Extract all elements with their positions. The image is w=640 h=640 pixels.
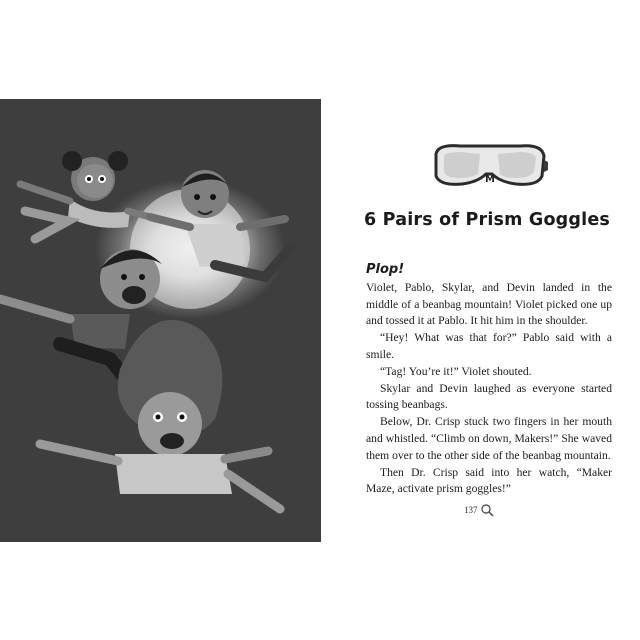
magnifier-icon — [480, 503, 494, 517]
kid-pigtails — [20, 151, 150, 239]
paragraph-4: Skylar and Devin laughed as everyone started tossing beanbags. — [366, 381, 612, 412]
chapter-opener: Plop! — [366, 262, 405, 277]
paragraph-2: “Hey! What was that for?” Pablo said with a smile. — [366, 331, 612, 361]
illustration-kids-falling — [0, 99, 321, 542]
paragraph-3: “Tag! You’re it!” Violet shouted. — [380, 364, 532, 378]
page-number: 137 — [464, 505, 478, 515]
goggles-label: M — [485, 174, 495, 185]
illustration-art — [0, 99, 321, 542]
chapter-body — [366, 262, 612, 498]
paragraph-1: Violet, Pablo, Skylar, and Devin landed in the middle of a beanbag mountain! Violet picked one up and tossed it at Pablo. It hit him in the shoulder. — [366, 280, 612, 328]
chapter-title: 6 Pairs of Prism Goggles — [363, 210, 611, 230]
goggles-icon — [430, 140, 548, 198]
paragraph-6: Then Dr. Crisp said into her watch, “Maker Maze, activate prism goggles!” — [366, 465, 612, 496]
paragraph-5: Below, Dr. Crisp stuck two fingers in her mouth and whistled. “Climb on down, Makers!” She waved them over to the other side of the beanbag mountain. — [366, 415, 612, 462]
